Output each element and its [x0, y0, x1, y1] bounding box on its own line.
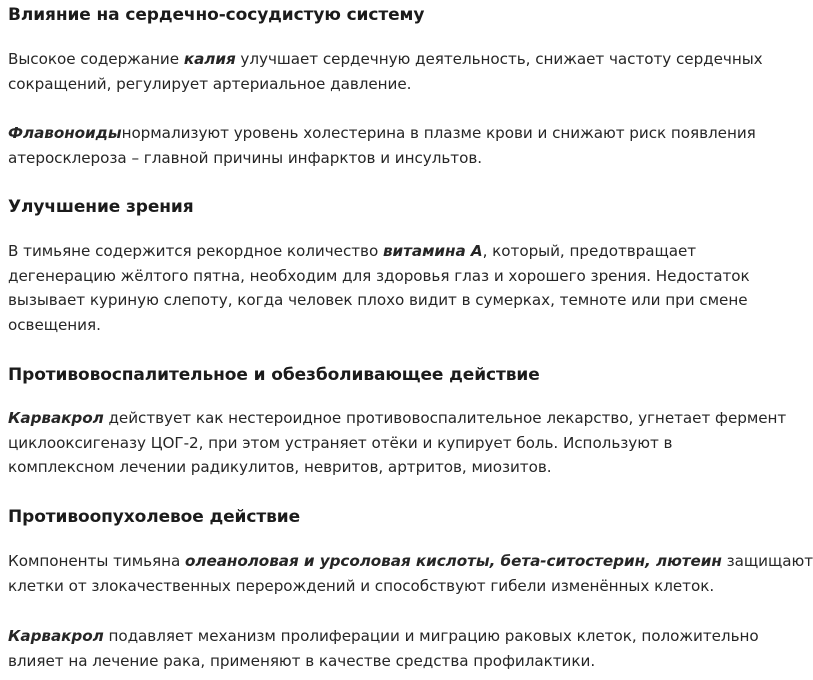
text-run: вызывает куриную слепоту, когда человек плохо видит в сумерках, темноте или при смене — [8, 291, 748, 310]
text-run: комплексном лечении радикулитов, невритов, артритов, миозитов. — [8, 458, 552, 477]
section-heading-antitumor: Противоопухолевое действие — [8, 507, 300, 527]
section-heading-anti-inflammatory: Противовоспалительное и обезболивающее действие — [8, 365, 540, 385]
text-line — [8, 239, 768, 264]
text-run: нормализуют уровень холестерина в плазме крови и снижают риск появления — [121, 124, 756, 142]
text-line — [8, 121, 768, 146]
text-line — [8, 649, 768, 674]
emphasized-term: олеаноловая и урсоловая кислоты, бета-ситостерин, лютеин — [185, 552, 722, 570]
text-run: защищают — [721, 552, 813, 570]
text-run: , который, предотвращает — [482, 242, 697, 260]
text-line — [8, 313, 768, 338]
text-run: В тимьяне содержится рекордное количество — [8, 242, 383, 260]
text-line — [8, 264, 768, 289]
emphasized-term: Карвакрол — [8, 627, 104, 645]
text-run: освещения. — [8, 316, 101, 335]
text-run: дегенерацию жёлтого пятна, необходим для здоровья глаз и хорошего зрения. Недостаток — [8, 266, 750, 285]
text-run: атеросклероза – главной причины инфарктов и инсультов. — [8, 148, 483, 167]
text-run: Высокое содержание — [8, 50, 184, 68]
paragraph-potassium — [8, 47, 768, 96]
text-run: сокращений, регулирует артериальное давление. — [8, 74, 412, 93]
paragraph-carvacrol-antitumor — [8, 624, 768, 673]
text-run: влияет на лечение рака, применяют в качестве средства профилактики. — [8, 651, 596, 670]
text-line — [8, 431, 768, 456]
text-run: действует как нестероидное противовоспалительное лекарство, угнетает фермент — [103, 409, 787, 427]
text-line — [8, 574, 768, 599]
text-line — [8, 455, 768, 480]
text-line — [8, 47, 768, 72]
text-run: подавляет механизм пролиферации и миграцию раковых клеток, положительно — [103, 627, 759, 645]
text-line — [8, 406, 787, 431]
text-line — [8, 146, 768, 171]
emphasized-term: Флавоноиды — [8, 124, 122, 142]
section-heading-vision: Улучшение зрения — [8, 197, 194, 217]
text-line — [8, 72, 768, 97]
text-line — [8, 624, 768, 649]
text-run: улучшает сердечную деятельность, снижает частоту сердечных — [235, 50, 763, 68]
paragraph-flavonoids — [8, 121, 768, 170]
text-line — [8, 288, 768, 313]
emphasized-term: калия — [183, 50, 236, 68]
emphasized-term: Карвакрол — [8, 409, 104, 427]
text-run: клетки от злокачественных перерождений и способствуют гибели изменённых клеток. — [8, 576, 715, 595]
text-run: Компоненты тимьяна — [8, 552, 185, 570]
paragraph-thyme-components — [8, 549, 813, 598]
text-run: циклооксигеназу ЦОГ-2, при этом устраняет отёки и купирует боль. Используют в — [8, 433, 673, 452]
text-line — [8, 549, 813, 574]
emphasized-term: витамина А — [382, 242, 483, 260]
paragraph-carvacrol-anti-inflammatory — [8, 406, 787, 480]
section-heading-cardiovascular: Влияние на сердечно-сосудистую систему — [8, 5, 425, 25]
paragraph-vitamin-a — [8, 239, 768, 338]
